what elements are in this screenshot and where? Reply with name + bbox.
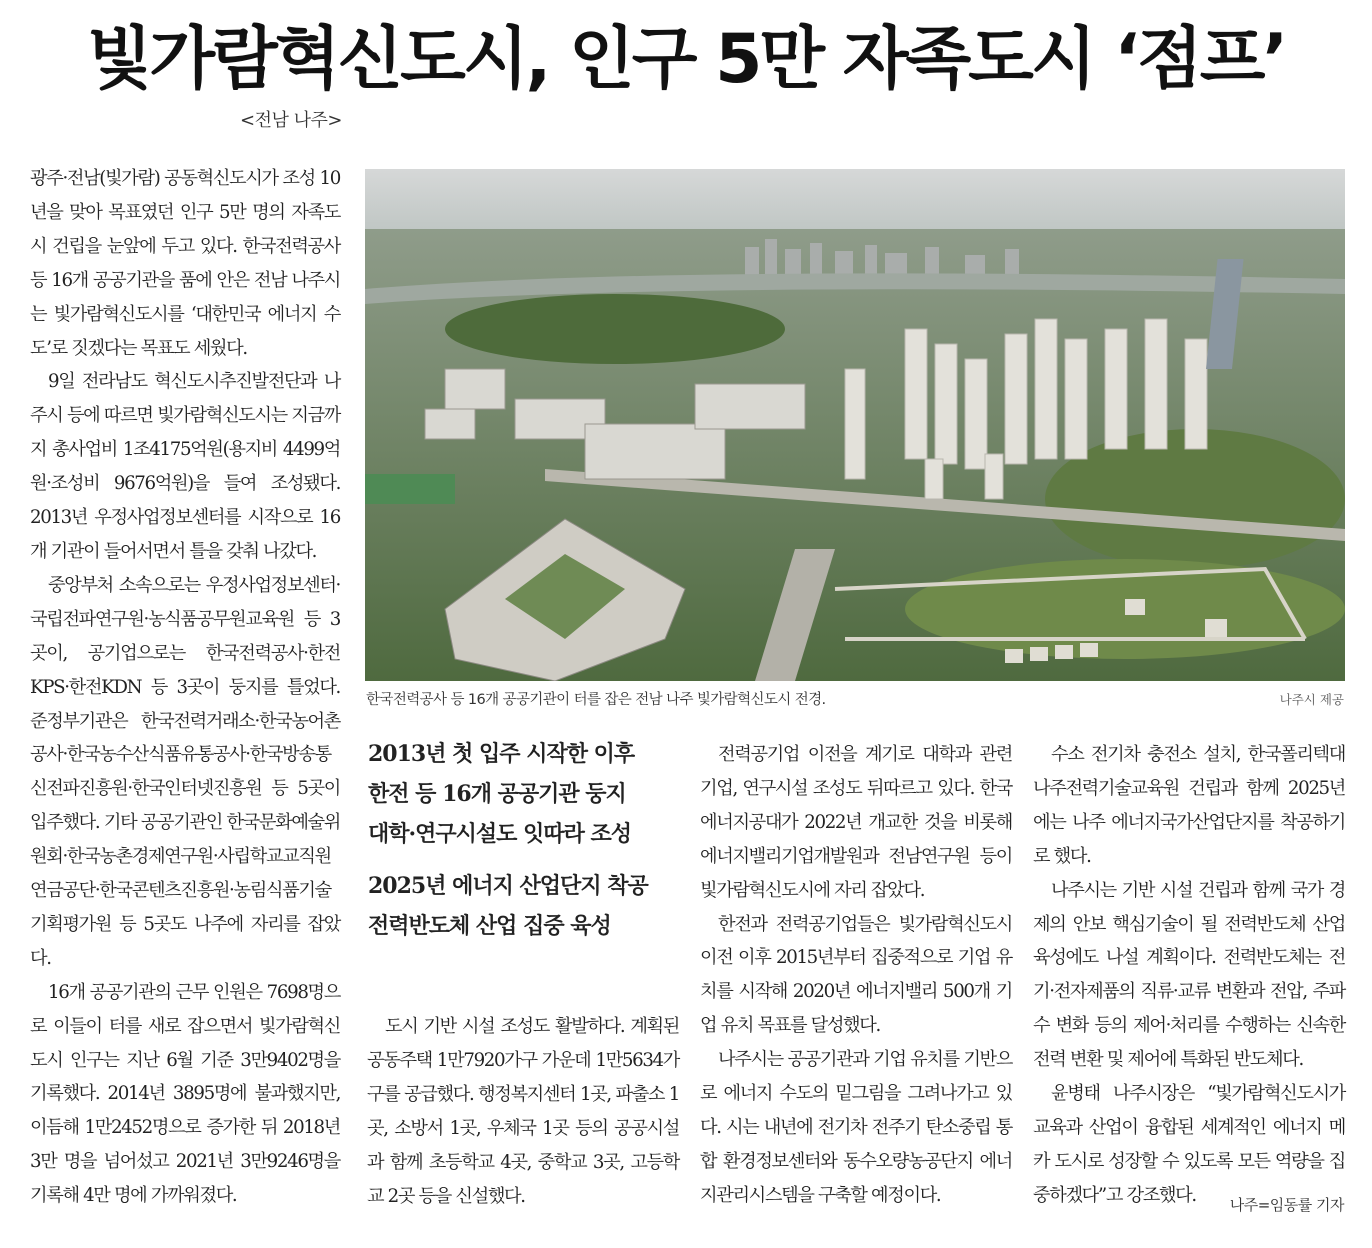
paragraph: 수소 전기차 충전소 설치, 한국폴리텍대 나주전력기술교육원 건립과 함께 2025년에는 나주 에너지국가산업단지를 착공하기로 했다. xyxy=(1033,744,1345,867)
byline: 나주=임동률 기자 xyxy=(1229,1196,1344,1214)
paragraph: 윤병태 나주시장은 “빛가람혁신도시가 교육과 산업이 융합된 세계적인 에너지 메카 도시로 성장할 수 있도록 모든 역량을 집중하겠다”고 강조했다. xyxy=(1033,1083,1345,1206)
subheadline-line: 2013년 첫 입주 시작한 이후 xyxy=(368,741,635,767)
subheadline-2 xyxy=(368,866,688,946)
article-column-2 xyxy=(367,1010,679,1213)
subheadline-line: 전력반도체 산업 집중 육성 xyxy=(368,913,611,939)
subheadline-1 xyxy=(368,734,688,854)
photo-credit: 나주시 제공 xyxy=(1279,692,1344,707)
article-column-3 xyxy=(700,738,1012,1213)
subheadline-line: 한전 등 16개 공공기관 둥지 xyxy=(368,781,626,807)
article-column-1 xyxy=(30,162,340,1213)
aerial-photo-illustration xyxy=(365,169,1345,681)
paragraph: 나주시는 공공기관과 기업 유치를 기반으로 에너지 수도의 밑그림을 그려나가고 있다. 시는 내년에 전기차 전주기 탄소중립 통합 환경정보센터와 동수오량농공단지 에너지관리시스템을 구축할 예정이다. xyxy=(700,1049,1012,1206)
subheadline-line: 2025년 에너지 산업단지 착공 xyxy=(368,873,648,899)
headline: 빛가람혁신도시, 인구 5만 자족도시 ‘점프’ xyxy=(86,20,1286,99)
aerial-photo xyxy=(365,169,1345,681)
paragraph: 16개 공공기관의 근무 인원은 7698명으로 이들이 터를 새로 잡으면서 빛가람혁신도시 인구는 지난 6월 기준 3만9402명을 기록했다. 2014년 3895명에 불과했지만, 이듬해 1만2452명으로 증가한 뒤 2018년 3만 명을 넘어섰고 2021년 3만9246명을 기록해 4만 명에 가까워졌다. xyxy=(30,981,340,1207)
article-column-4 xyxy=(1033,738,1345,1213)
photo-caption: 한국전력공사 등 16개 공공기관이 터를 잡은 전남 나주 빛가람혁신도시 전경. xyxy=(366,692,826,708)
paragraph: 9일 전라남도 혁신도시추진발전단과 나주시 등에 따르면 빛가람혁신도시는 지금까지 총사업비 1조4175억원(용지비 4499억원·조성비 9676억원)을 들여 조성됐다. 2013년 우정사업정보센터를 시작으로 16개 기관이 들어서면서 틀을 갖춰 나갔다. xyxy=(30,371,340,562)
subheadline-line: 대학·연구시설도 잇따라 조성 xyxy=(368,821,632,847)
paragraph: 광주·전남(빛가람) 공동혁신도시가 조성 10년을 맞아 목표였던 인구 5만 명의 자족도시 건립을 눈앞에 두고 있다. 한국전력공사 등 16개 공공기관을 품에 안은 전남 나주시는 빛가람혁신도시를 ‘대한민국 에너지 수도’로 짓겠다는 목표도 세웠다. xyxy=(30,168,340,359)
paragraph: 나주시는 기반 시설 건립과 함께 국가 경제의 안보 핵심기술이 될 전력반도체 산업 육성에도 나설 계획이다. 전력반도체는 전기·전자제품의 직류·교류 변환과 전압, 주파수 변화 등의 제어·처리를 수행하는 신속한 전력 변환 및 제어에 특화된 반도체다. xyxy=(1033,879,1345,1071)
paragraph: 도시 기반 시설 조성도 활발하다. 계획된 공동주택 1만7920가구 가운데 1만5634가구를 공급했다. 행정복지센터 1곳, 파출소 1곳, 소방서 1곳, 우체국 1곳 등의 공공시설과 함께 초등학교 4곳, 중학교 3곳, 고등학교 2곳 등을 신설했다. xyxy=(367,1016,679,1207)
region-label: <전남 나주> xyxy=(240,110,342,131)
paragraph: 전력공기업 이전을 계기로 대학과 관련 기업, 연구시설 조성도 뒤따르고 있다. 한국에너지공대가 2022년 개교한 것을 비롯해 에너지밸리기업개발원과 전남연구원 등이 빛가람혁신도시에 자리 잡았다. xyxy=(700,744,1012,901)
paragraph: 중앙부처 소속으로는 우정사업정보센터·국립전파연구원·농식품공무원교육원 등 3곳이, 공기업으로는 한국전력공사·한전KPS·한전KDN 등 3곳이 둥지를 틀었다. 준정부기관은 한국전력거래소·한국농어촌공사·한국농수산식품유통공사·한국방송통신전파진흥원·한국인터넷진흥원 등 5곳이 입주했다. 기타 공공기관인 한국문화예술위원회·한국농촌경제연구원·사립학교교직원연금공단·한국콘텐츠진흥원·농림식품기술기획평가원 등 5곳도 나주에 자리를 잡았다. xyxy=(30,574,340,969)
paragraph: 한전과 전력공기업들은 빛가람혁신도시 이전 이후 2015년부터 집중적으로 기업 유치를 시작해 2020년 에너지밸리 500개 기업 유치 목표를 달성했다. xyxy=(700,913,1012,1037)
